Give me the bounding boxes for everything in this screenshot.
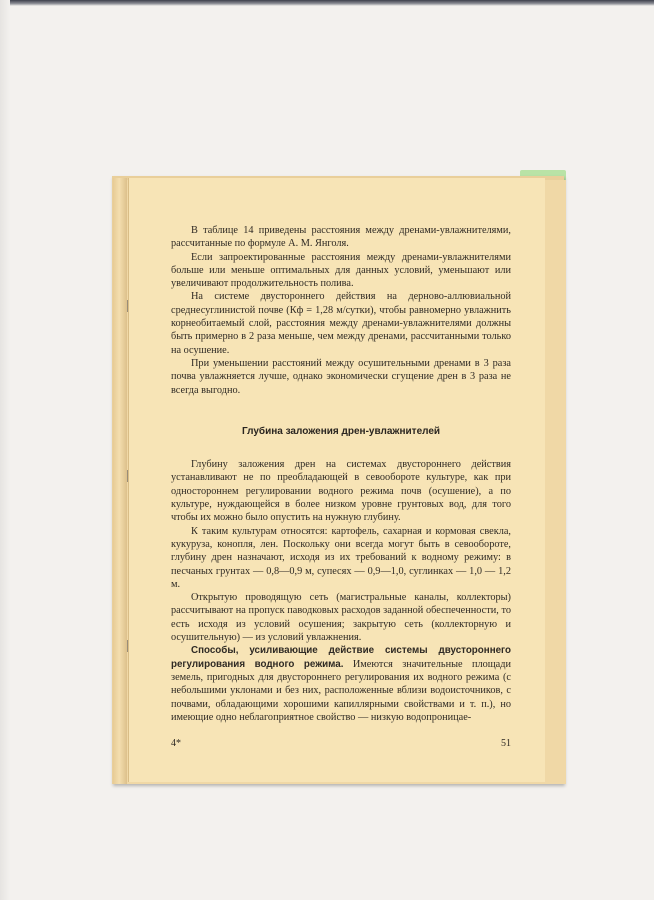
paragraph-bold-lead: Способы, усиливающие действие системы двустороннего регулирования водного режима. <box>171 645 511 670</box>
paragraph-last <box>171 644 511 724</box>
paragraph: К таким культурам относятся: картофель, сахарная и кормовая свекла, кукуруза, конопля, лен. Поскольку они всегда могут быть в севообороте, глубину дрен назначают, исходя из их требований к водному режиму: в песчаных грунтах — 0,8—0,9 м, супесях — 0,9—1,0, суглинках — 1,0 — 1,2 м. <box>171 525 511 590</box>
section-heading: Глубина заложения дрен-увлажнителей <box>241 425 441 437</box>
paragraph: В таблице 14 приведены расстояния между дренами-увлажнителями, рассчитанные по формуле А. М. Янголя. <box>171 225 511 250</box>
book-page <box>128 178 545 782</box>
spine-fold <box>113 178 127 784</box>
paragraph: На системе двустороннего действия на дерново-аллювиальной среднесуглинистой почве (Кф = 1,28 м/сутки), чтобы равномерно увлажнить корнеобитаемый слой, расстояния между дренами-увлажнителями должны быть примерно в 2 раза меньше, чем между дренами, рассчитанными только на осушение. <box>171 291 511 356</box>
signature-mark: 4* <box>171 738 181 749</box>
scan-top-edge <box>0 0 654 6</box>
paragraph: Глубину заложения дрен на системах двустороннего действия устанавливают не по преобладающей в севообороте культуре, как при одностороннем регулировании водного режима почв (осушение), а по культуре, нуждающейся в более низком уровне грунтовых вод, для того чтобы их можно было опустить на нужную глубину. <box>171 459 511 524</box>
paragraph: Если запроектированные расстояния между дренами-увлажнителями больше или меньше оптимальных для данных условий, уменьшают или увеличивают продолжительность полива. <box>171 251 511 290</box>
scan-left-edge <box>0 0 10 900</box>
page-number: 51 <box>501 738 511 749</box>
page-content <box>171 224 511 724</box>
paragraph-rest: Имеются значительные площади земель, пригодных для двустороннего регулирования их водного режима (с небольшими уклонами и без них, расположенные вблизи водоисточников, с почвами, обладающими хорошими капиллярными свойствами и т. п.), но имеющие одно неблагоприятное свойство — низкую водопроницае- <box>171 658 511 723</box>
paragraph: При уменьшении расстояний между осушительными дренами в 3 раза почва увлажняется лучше, однако экономически сгущение дрен в 3 раза не всегда выгодно. <box>171 357 511 396</box>
paragraph: Открытую проводящую сеть (магистральные каналы, коллекторы) рассчитывают на пропуск паводковых расходов заданной обеспеченности, то есть исходя из условий осушения; закрытую сеть (коллекторную и осушительную) — из условий увлажнения. <box>171 592 511 644</box>
